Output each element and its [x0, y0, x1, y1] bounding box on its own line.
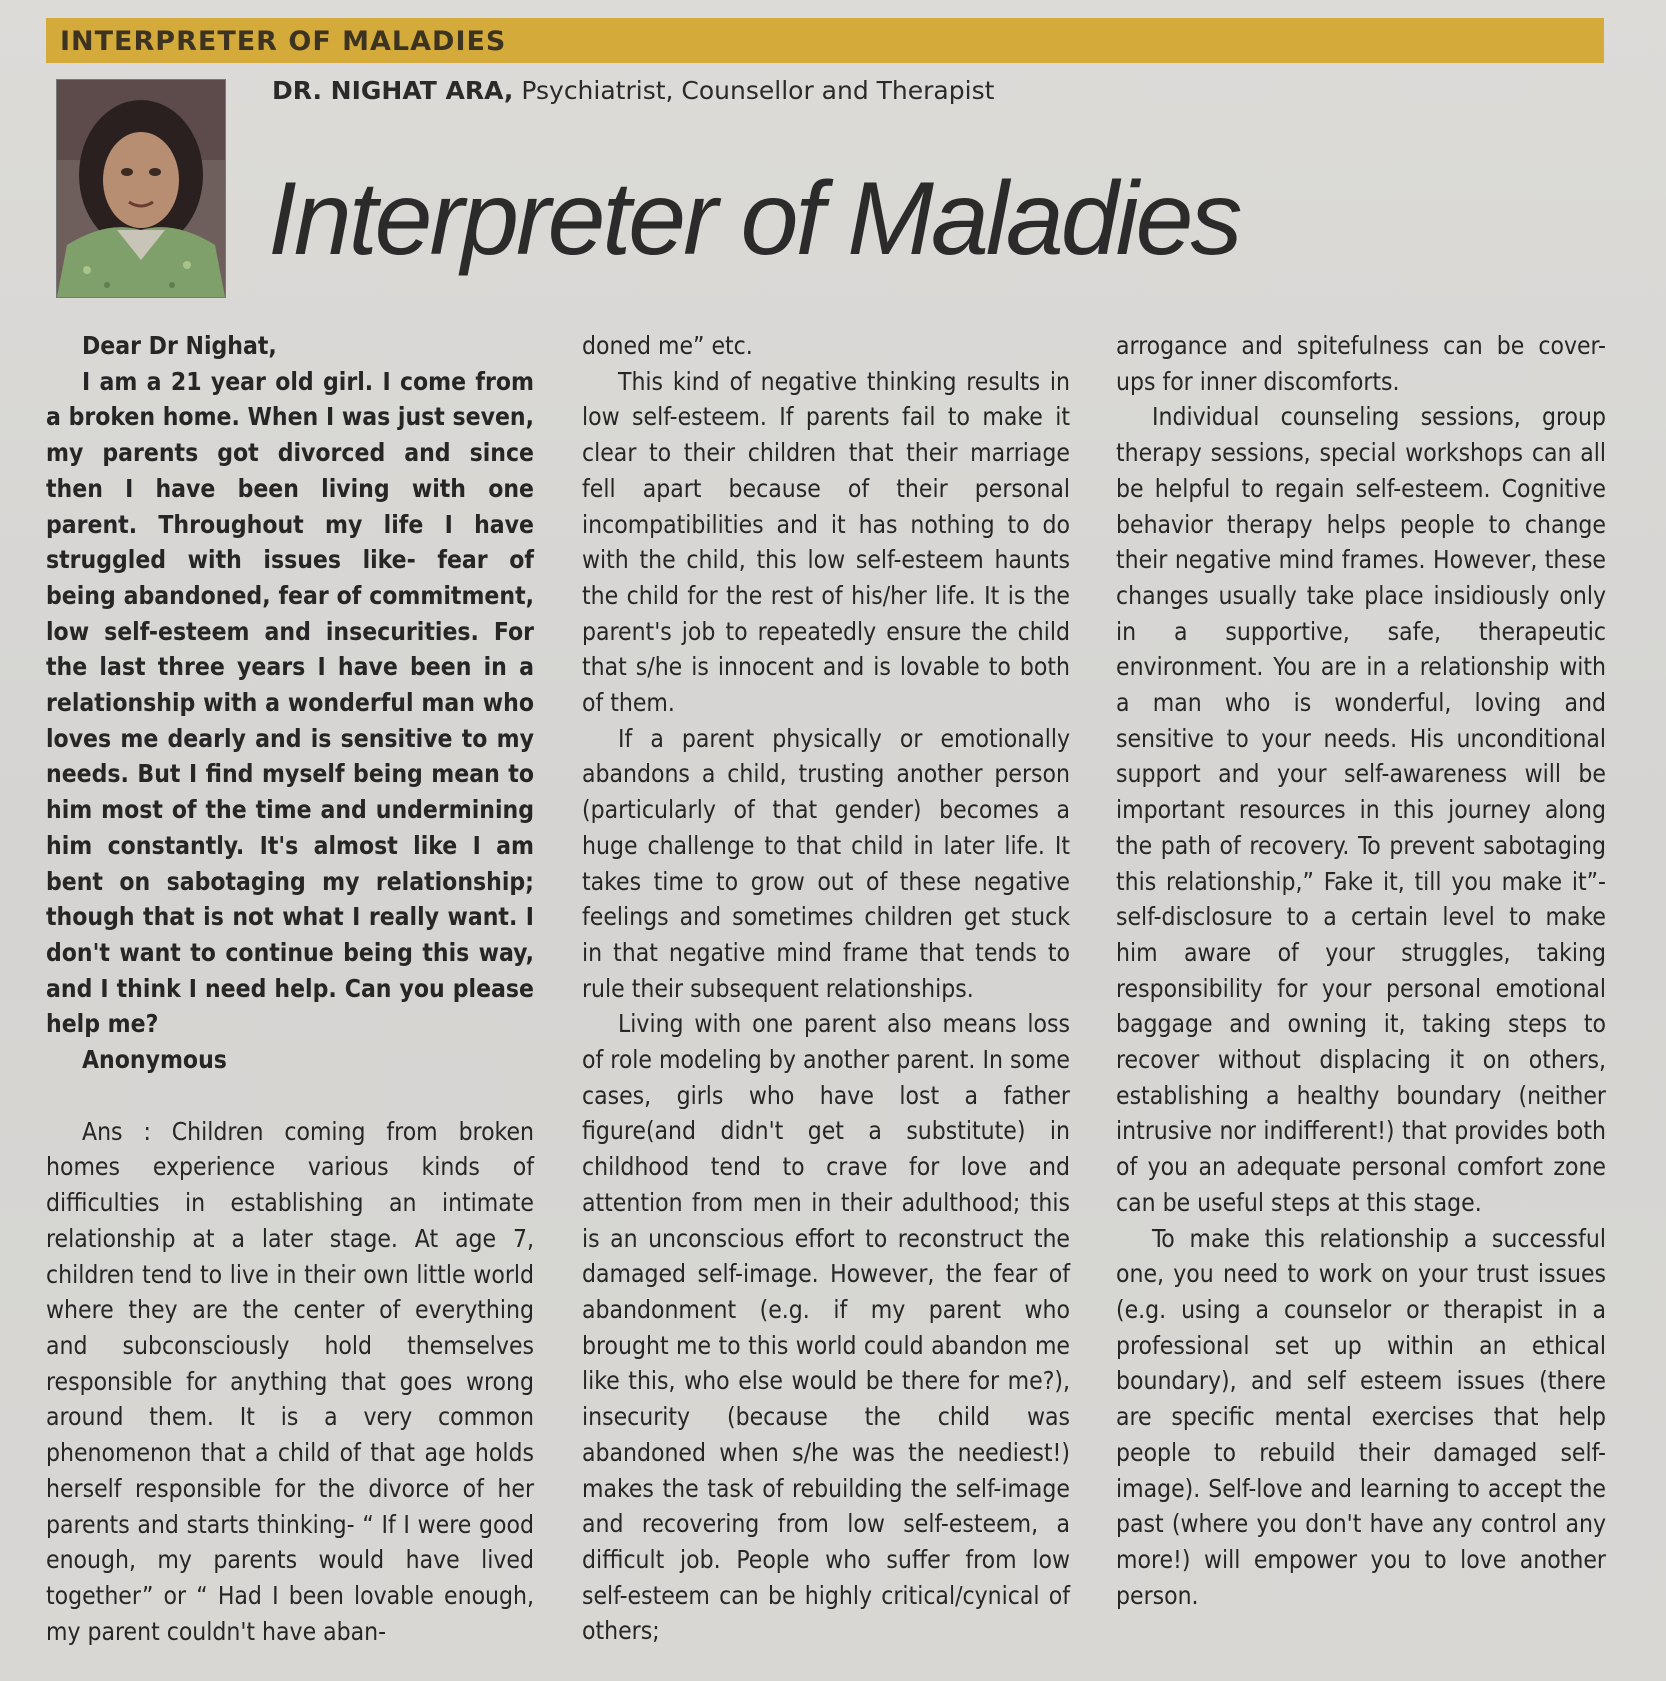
- column-1: [46, 328, 534, 1649]
- letter-signature: Anonymous: [82, 1045, 227, 1075]
- answer-paragraph: Ans : Children coming from broken homes experience various kinds of difficulties in establishing an intimate relationship at a later stage. At age 7, children tend to live in their own little world where they are the center of everything and subconsciously hold themselves responsible for anything that goes wrong around them. It is a very common phenomenon that a child of that age holds herself responsible for the divorce of her parents and starts thinking- “ If I were good enough, my parents would have lived together” or “ Had I been lovable enough, my parent couldn't have aban-: [46, 1116, 534, 1646]
- section-header-bar: [46, 18, 1604, 63]
- author-role: Psychiatrist, Counsellor and Therapist: [521, 76, 995, 105]
- author-photo: [56, 79, 226, 298]
- author-portrait-image: [57, 80, 225, 297]
- answer-paragraph: Living with one parent also means loss of role modeling by another parent. In some cases, girls who have lost a father figure(and didn't get a substitute) in childhood tend to crave for love and attention from men in their adulthood; this is an unconscious effort to reconstruct the damaged self-image. However, the fear of abandonment (e.g. if my parent who brought me to this world could abandon me like this, who else would be there for me?), insecurity (because the child was abandoned when s/he was the neediest!) makes the task of rebuilding the self-image and recovering from low self-esteem, a difficult job. People who suffer from low self-esteem can be highly critical/cynical of others;: [582, 1009, 1070, 1646]
- answer-paragraph: This kind of negative thinking results in low self-esteem. If parents fail to make it clear to their children that their marriage fell apart because of their personal incompatibilities and it has nothing to do with the child, this low self-esteem haunts the child for the rest of his/her life. It is the parent's job to repeatedly ensure the child that s/he is innocent and is lovable to both of them.: [582, 366, 1070, 718]
- letter-body: I am a 21 year old girl. I come from a broken home. When I was just seven, my parents got divorced and since then I have been living with one parent. Throughout my life I have struggled with issues like- fear of being abandoned, fear of commitment, low self-esteem and insecurities. For the last three years I have been in a relationship with a wonderful man who loves me dearly and is sensitive to my needs. But I find myself being mean to him most of the time and undermining him constantly. It's almost like I am bent on sabotaging my relationship; though that is not what I really want. I don't want to continue being this way, and I think I need help. Can you please help me?: [46, 366, 534, 1039]
- column-2: [582, 328, 1070, 1649]
- byline: [272, 76, 994, 105]
- author-name: DR. NIGHAT ARA,: [272, 76, 514, 105]
- spacer: [46, 1078, 534, 1114]
- answer-paragraph: doned me” etc.: [582, 331, 753, 360]
- answer-paragraph: To make this relationship a successful one, you need to work on your trust issues (e.g. using a counselor or therapist in a professional set up within an ethical boundary), and self esteem issues (there are specific mental exercises that help people to rebuild their damaged self-image). Self-love and learning to accept the past (where you don't have any control any more!) will empower you to love another person.: [1116, 1223, 1606, 1610]
- reader-letter: [46, 328, 534, 1078]
- answer-paragraph: If a parent physically or emotionally abandons a child, trusting another person (particularly of that gender) becomes a huge challenge to that child in later life. It takes time to grow out of these negative feelings and sometimes children get stuck in that negative mind frame that tends to rule their subsequent relationships.: [582, 723, 1070, 1003]
- answer-paragraph: arrogance and spitefulness can be cover-ups for inner discomforts.: [1116, 331, 1606, 396]
- answer-paragraph: Individual counseling sessions, group therapy sessions, special workshops can all be helpful to regain self-esteem. Cognitive behavior therapy helps people to change their negative mind frames. However, these changes usually take place insidiously only in a supportive, safe, therapeutic environment. You are in a relationship with a man who is wonderful, loving and sensitive to your needs. His unconditional support and your self-awareness will be important resources in this journey along the path of recovery. To prevent sabotaging this relationship,” Fake it, till you make it”- self-disclosure to a certain level to make him aware of your struggles, taking responsibility for your personal emotional baggage and owning it, taking steps to recover without displacing it on others, establishing a healthy boundary (neither intrusive nor indifferent!) that provides both of you an adequate personal comfort zone can be useful steps at this stage.: [1116, 402, 1606, 1217]
- column-title: Interpreter of Maladies: [268, 161, 1240, 277]
- column-3: [1116, 328, 1606, 1613]
- letter-salutation: Dear Dr Nighat,: [82, 331, 277, 360]
- section-label: INTERPRETER OF MALADIES: [60, 26, 507, 57]
